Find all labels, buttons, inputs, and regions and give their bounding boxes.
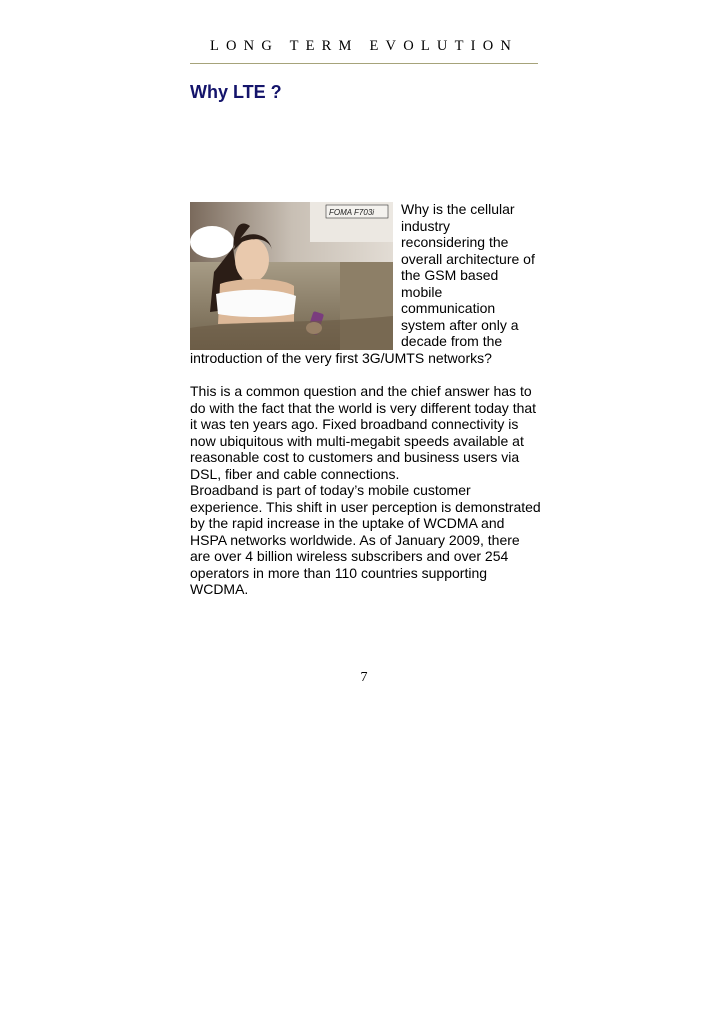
woman-in-bath-photo (190, 202, 393, 350)
body-text (190, 350, 542, 598)
running-header: LONG TERM EVOLUTION (209, 38, 519, 54)
intro-wrapped-text: Why is the cellular industry reconsidering the overall architecture of the GSM based mobile communication system after only a decade from the (401, 201, 535, 349)
phone-sign (326, 205, 388, 218)
page-number: 7 (360, 670, 368, 685)
phone-sign-text: FOMA F703i (329, 208, 375, 217)
paragraph-2: Broadband is part of today’s mobile customer experience. This shift in user perception is demonstrated by the rapid increase in the uptake of WCDMA and HSPA networks worldwide. As of January 2009, there are over 4 billion wireless subscribers and over 254 operators in more than 110 countries supporting WCDMA. (190, 482, 541, 597)
section-title: Why LTE ? (190, 82, 282, 102)
header-rule (190, 63, 538, 64)
intro-continued-text: introduction of the very first 3G/UMTS networks? (190, 350, 492, 366)
paragraph-1: This is a common question and the chief answer has to do with the fact that the world is very different today that it was ten years ago. Fixed broadband connectivity is now ubiquitous with multi-megabit speeds available at reasonable cost to customers and business users via DSL, fiber and cable connections. (190, 383, 537, 482)
